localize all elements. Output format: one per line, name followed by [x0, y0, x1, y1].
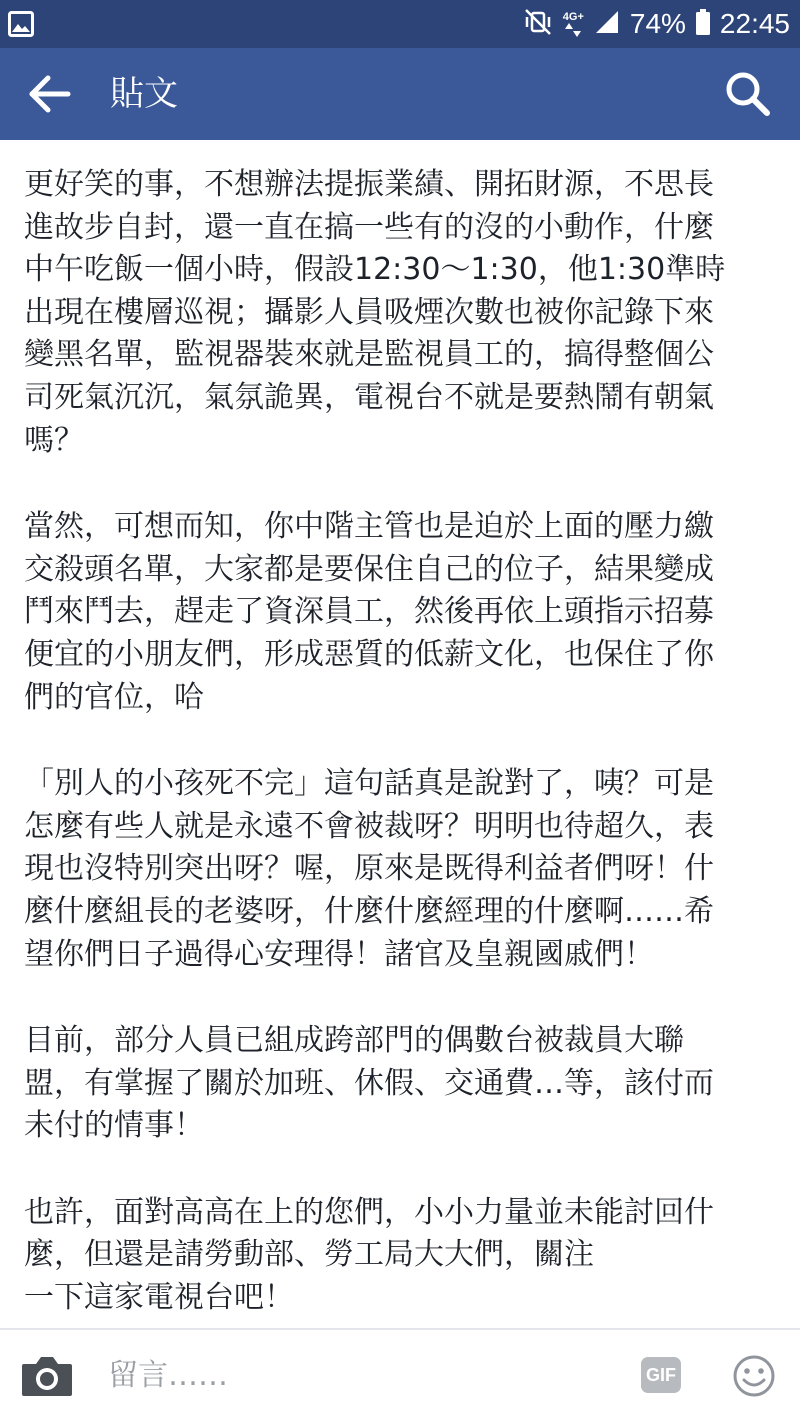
camera-icon	[20, 1352, 74, 1400]
mute-vibrate-icon	[523, 7, 553, 42]
network-label: 4G+	[562, 10, 584, 23]
page-title: 貼文	[110, 74, 178, 114]
post-paragraph: 目前，部分人員已組成跨部門的偶數台被裁員大聯 盟，有掌握了關於加班、休假、交通費…等，該付而 未付的情事！	[24, 1023, 714, 1144]
status-bar	[0, 0, 800, 48]
search-button[interactable]	[722, 68, 774, 120]
image-icon	[8, 11, 34, 41]
battery-icon	[696, 9, 710, 40]
network-4g-icon	[563, 12, 584, 37]
search-icon	[722, 68, 774, 120]
camera-button[interactable]	[20, 1352, 74, 1400]
battery-percent: 74%	[629, 8, 686, 39]
sticker-button[interactable]	[732, 1354, 776, 1398]
gif-button[interactable]	[641, 1357, 681, 1393]
clock: 22:45	[719, 8, 790, 39]
post-paragraph: 更好笑的事，不想辦法提振業績、開拓財源，不思長 進故步自封，還一直在搞一些有的沒的小動作，什麼 中午吃飯一個小時，假設12:30～1:30，他1:30準時 出現在樓層巡視；攝影人員吸煙次數也被你記錄下來 變黑名單，監視器裝來就是監視員工的，搞得整個公 司死氣沉沉，氣氛詭異，電視台不就是要熱鬧有朝氣 嗎？	[24, 167, 726, 458]
status-indicators	[523, 0, 790, 48]
post-paragraph: 也許，面對高高在上的您們，小小力量並未能討回什 麼，但還是請勞動部、勞工局大大們，關注 一下這家電視台吧！	[24, 1194, 714, 1316]
comment-input[interactable]	[108, 1350, 608, 1400]
post-paragraph: 當然，可想而知，你中階主管也是迫於上面的壓力繳 交殺頭名單，大家都是要保住自己的位子，結果變成 鬥來鬥去，趕走了資深員工，然後再依上頭指示招募 便宜的小朋友們，形成惡質的低薪文化，也保住了你 們的官位，哈	[24, 509, 714, 715]
post-body	[24, 164, 784, 1364]
signal-icon	[594, 9, 620, 40]
post-paragraph: 「別人的小孩死不完」這句話真是說對了，咦？可是 怎麼有些人就是永遠不會被裁呀？明明也待超久，表 現也沒特別突出呀？喔，原來是既得利益者們呀！什 麼什麼組長的老婆呀，什麼什麼經理的什麼啊……希 望你們日子過得心安理得！諸官及皇親國戚們！	[24, 766, 714, 972]
back-arrow-icon	[26, 72, 74, 116]
comment-bar	[0, 1330, 800, 1422]
smiley-icon	[732, 1354, 776, 1398]
app-bar	[0, 48, 800, 140]
back-button[interactable]	[26, 72, 74, 116]
gif-label: GIF	[646, 1364, 676, 1385]
